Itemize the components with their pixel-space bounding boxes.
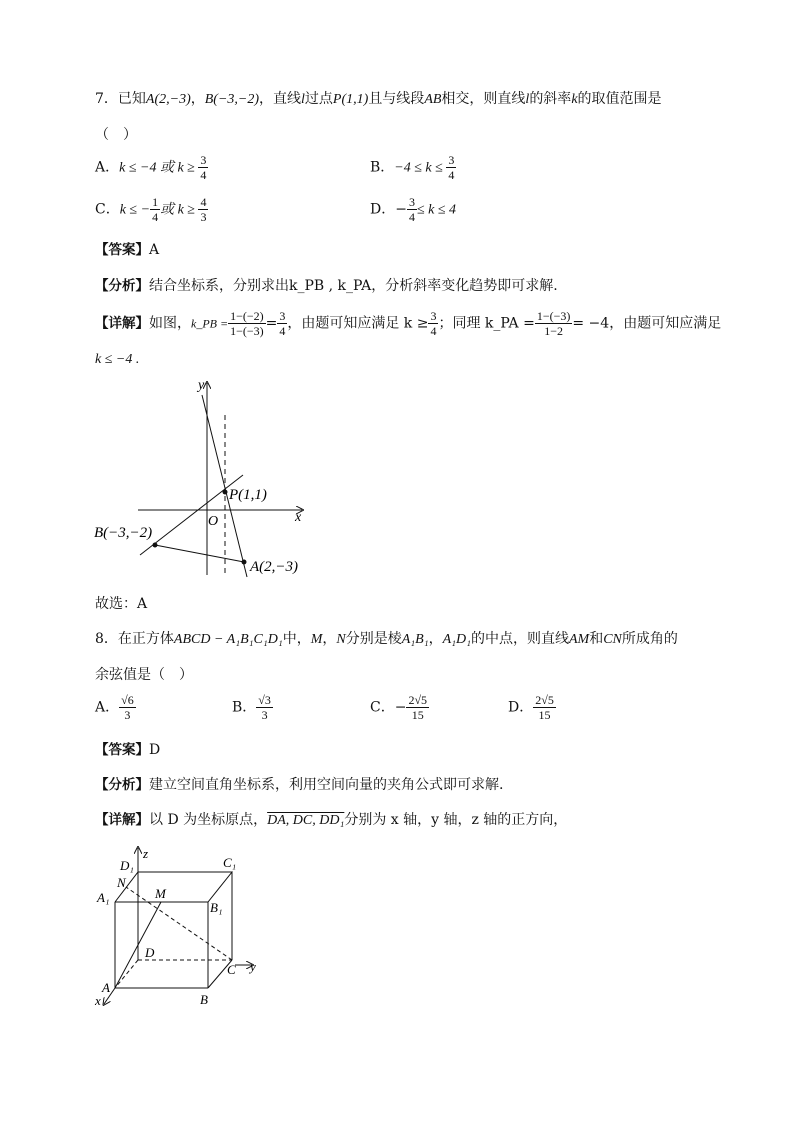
q8-detail: 【详解】以 D 为坐标原点，DA, DC, DD₁分别为 x 轴，y 轴，z 轴的正方向，	[95, 812, 568, 828]
label-n: N	[117, 875, 126, 890]
top-face	[115, 872, 232, 902]
line-cn	[126, 887, 232, 960]
point-p	[223, 490, 228, 495]
label-c1: C₁	[223, 855, 237, 870]
label-b1: B₁	[210, 900, 223, 915]
label-c: C	[227, 962, 236, 977]
q7-option-a: A．k ≤ −4 或 k ≥ $\frac{3}{4}$	[95, 153, 207, 182]
q8-cube-figure	[90, 840, 280, 1015]
label-x: x	[95, 993, 101, 1008]
label-a1: A₁	[97, 890, 110, 905]
q8-stem-line1: 8．在正方体ABCD − A₁B₁C₁D₁中，M，N分别是棱A₁B₁，A₁D₁的中点，则直线AM和CN所成角的	[95, 631, 678, 647]
q7-stem-line1: 7．已知A(2,−3)，B(−3,−2)，直线l过点P(1,1)且与线段AB相交，则直线l的斜率k的取值范围是	[95, 91, 662, 107]
q7-paren: （ ）	[95, 127, 137, 143]
q7-detail-line1: 【详解】如图，k_PB = $\frac{1-(-2)}{1-(-3)}$ = $\frac{3}{4}$ ，由题可知应满足 k ≥ $\frac{3}{4}$ ；同理 k_PA = $\frac{1-(-3)}{1-2}$ = −4，由题可知应满足	[95, 309, 722, 338]
q7-figure	[90, 375, 320, 585]
label-b: B(−3,−2)	[94, 525, 153, 541]
label-b: B	[200, 992, 208, 1007]
q7-option-c: C．k ≤ − $\frac{1}{4}$ 或 k ≥ $\frac{4}{3}$	[95, 195, 207, 224]
label-x: x	[295, 510, 302, 525]
point-b	[153, 543, 158, 548]
q7-analysis: 【分析】结合坐标系，分别求出k_PB , k_PA，分析斜率变化趋势即可求解.	[95, 278, 558, 294]
q7-option-b: B．−4 ≤ k ≤ $\frac{3}{4}$	[370, 153, 455, 182]
label-a: A(2,−3)	[250, 559, 299, 575]
q8-option-d: D． $\frac{2√5}{15}$	[508, 693, 554, 722]
q8-option-b: B． $\frac{√3}{3}$	[232, 693, 271, 722]
q7-answer: 【答案】A	[95, 242, 160, 258]
q8-answer: 【答案】D	[95, 742, 161, 758]
label-d: D	[145, 945, 155, 960]
edge-da	[115, 960, 138, 988]
q7-option-d: D．− $\frac{3}{4}$ ≤ k ≤ 4	[370, 195, 457, 224]
q8-option-c: C．− $\frac{2√5}{15}$	[370, 693, 428, 722]
point-a	[242, 560, 247, 565]
q7-choose: 故选：A	[95, 596, 148, 612]
label-p: P(1,1)	[229, 487, 267, 503]
label-d1: D₁	[120, 858, 134, 873]
line-pa	[202, 395, 247, 577]
q8-option-a: A． $\frac{√6}{3}$	[95, 693, 134, 722]
label-m: M	[155, 886, 166, 901]
label-o: O	[208, 514, 219, 529]
label-z: z	[143, 846, 149, 861]
q8-stem-line2: 余弦值是（ ）	[95, 667, 193, 683]
label-y: y	[250, 959, 256, 974]
segment-ab	[155, 545, 244, 562]
q8-analysis: 【分析】建立空间直角坐标系，利用空间向量的夹角公式即可求解.	[95, 777, 504, 793]
label-y: y	[198, 378, 205, 393]
q7-detail-line2: k ≤ −4 .	[95, 352, 140, 367]
label-a: A	[102, 980, 110, 995]
